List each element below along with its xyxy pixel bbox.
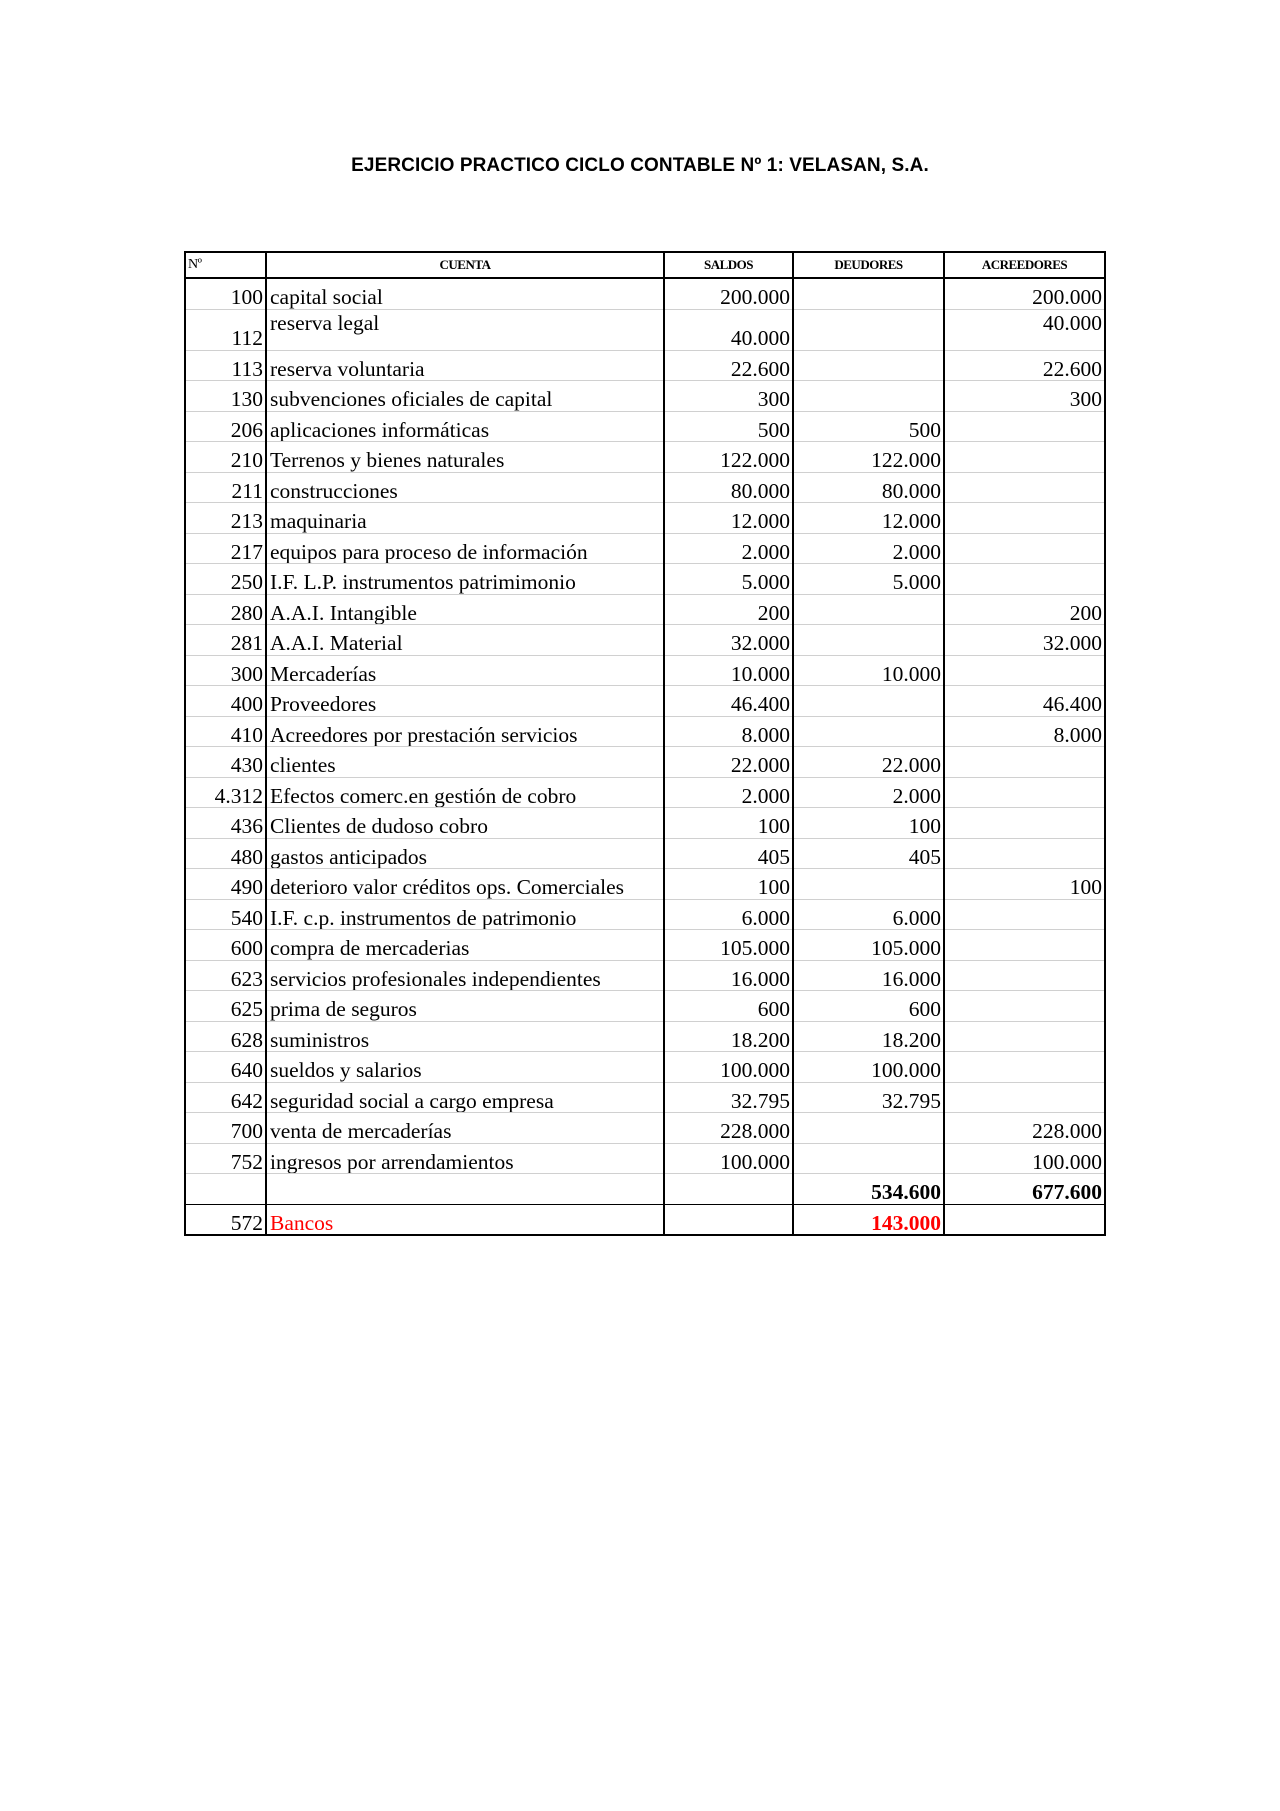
balance-amount: 6.000 [664, 899, 793, 930]
debtor-amount [793, 625, 944, 656]
account-name: compra de mercaderias [266, 930, 664, 961]
balance-amount: 2.000 [664, 533, 793, 564]
debtor-amount: 12.000 [793, 503, 944, 534]
debtor-amount [793, 278, 944, 309]
debtor-amount: 122.000 [793, 442, 944, 473]
debtor-amount: 500 [793, 411, 944, 442]
creditor-amount: 8.000 [944, 716, 1105, 747]
table-row [185, 278, 1105, 309]
balance-amount: 5.000 [664, 564, 793, 595]
account-number: 490 [185, 869, 266, 900]
account-number: 300 [185, 655, 266, 686]
document-title: EJERCICIO PRACTICO CICLO CONTABLE Nº 1: VELASAN, S.A. [351, 155, 929, 176]
debtor-amount: 32.795 [793, 1082, 944, 1113]
creditor-amount [944, 533, 1105, 564]
creditor-amount [944, 472, 1105, 503]
balance-amount: 80.000 [664, 472, 793, 503]
debtor-amount: 6.000 [793, 899, 944, 930]
balance-amount: 22.000 [664, 747, 793, 778]
account-name: A.A.I. Material [266, 625, 664, 656]
account-number: 206 [185, 411, 266, 442]
creditor-amount: 228.000 [944, 1113, 1105, 1144]
debtor-amount [793, 1113, 944, 1144]
totals-number-cell [185, 1174, 266, 1205]
totals-row [185, 1174, 1105, 1205]
creditor-amount [944, 1021, 1105, 1052]
header-account: CUENTA [266, 252, 664, 278]
account-number: 100 [185, 278, 266, 309]
debtor-amount [793, 594, 944, 625]
table-row [185, 309, 1105, 350]
balance-amount: 228.000 [664, 1113, 793, 1144]
account-number: 130 [185, 381, 266, 412]
creditor-amount [944, 564, 1105, 595]
account-name: capital social [266, 278, 664, 309]
creditor-amount [944, 1082, 1105, 1113]
creditor-amount [944, 960, 1105, 991]
account-number: 625 [185, 991, 266, 1022]
creditor-amount: 300 [944, 381, 1105, 412]
account-name: Proveedores [266, 686, 664, 717]
balance-amount: 200 [664, 594, 793, 625]
bank-creditor-cell [944, 1204, 1105, 1235]
table-header-row [185, 252, 1105, 278]
table-row [185, 930, 1105, 961]
account-name: clientes [266, 747, 664, 778]
creditor-amount [944, 411, 1105, 442]
account-number: 250 [185, 564, 266, 595]
creditor-amount [944, 991, 1105, 1022]
creditor-amount [944, 838, 1105, 869]
table-row [185, 533, 1105, 564]
creditor-amount [944, 655, 1105, 686]
table-row [185, 411, 1105, 442]
creditor-amount [944, 808, 1105, 839]
total-creditors: 677.600 [944, 1174, 1105, 1205]
balance-amount: 22.600 [664, 350, 793, 381]
table-row [185, 564, 1105, 595]
account-name: I.F. L.P. instrumentos patrimimonio [266, 564, 664, 595]
debtor-amount: 80.000 [793, 472, 944, 503]
bank-balance-cell [664, 1204, 793, 1235]
account-name: Clientes de dudoso cobro [266, 808, 664, 839]
balance-amount: 32.000 [664, 625, 793, 656]
balance-amount: 100 [664, 808, 793, 839]
table-row [185, 625, 1105, 656]
bank-account-name: Bancos [266, 1204, 664, 1235]
balance-amount: 32.795 [664, 1082, 793, 1113]
table-row [185, 442, 1105, 473]
total-debtors: 534.600 [793, 1174, 944, 1205]
table-row [185, 472, 1105, 503]
balance-amount: 100 [664, 869, 793, 900]
creditor-amount [944, 503, 1105, 534]
balance-amount: 100.000 [664, 1143, 793, 1174]
table-row [185, 869, 1105, 900]
balance-amount: 405 [664, 838, 793, 869]
account-name: deterioro valor créditos ops. Comerciales [266, 869, 664, 900]
debtor-amount [793, 309, 944, 350]
bank-account-number: 572 [185, 1204, 266, 1235]
debtor-amount [793, 869, 944, 900]
account-name: aplicaciones informáticas [266, 411, 664, 442]
account-number: 210 [185, 442, 266, 473]
account-number: 540 [185, 899, 266, 930]
debtor-amount: 100 [793, 808, 944, 839]
account-number: 211 [185, 472, 266, 503]
balance-amount: 200.000 [664, 278, 793, 309]
account-name: equipos para proceso de información [266, 533, 664, 564]
account-number: 410 [185, 716, 266, 747]
account-number: 213 [185, 503, 266, 534]
creditor-amount [944, 777, 1105, 808]
header-number: Nº [185, 252, 266, 278]
creditor-amount: 100.000 [944, 1143, 1105, 1174]
account-name: sueldos y salarios [266, 1052, 664, 1083]
bank-row [185, 1204, 1105, 1235]
account-name: Mercaderías [266, 655, 664, 686]
debtor-amount [793, 716, 944, 747]
totals-account-cell [266, 1174, 664, 1205]
debtor-amount: 5.000 [793, 564, 944, 595]
table-row [185, 1113, 1105, 1144]
table-row [185, 777, 1105, 808]
debtor-amount: 600 [793, 991, 944, 1022]
debtor-amount: 105.000 [793, 930, 944, 961]
table-row [185, 350, 1105, 381]
account-number: 281 [185, 625, 266, 656]
creditor-amount: 200.000 [944, 278, 1105, 309]
account-number: 112 [185, 309, 266, 350]
account-number: 113 [185, 350, 266, 381]
table-row [185, 381, 1105, 412]
creditor-amount: 32.000 [944, 625, 1105, 656]
debtor-amount: 100.000 [793, 1052, 944, 1083]
table-row [185, 1052, 1105, 1083]
balance-amount: 105.000 [664, 930, 793, 961]
header-balances: SALDOS [664, 252, 793, 278]
table-row [185, 1143, 1105, 1174]
creditor-amount [944, 442, 1105, 473]
creditor-amount: 100 [944, 869, 1105, 900]
debtor-amount: 18.200 [793, 1021, 944, 1052]
table-row [185, 1021, 1105, 1052]
creditor-amount: 200 [944, 594, 1105, 625]
balance-amount: 600 [664, 991, 793, 1022]
account-number: 628 [185, 1021, 266, 1052]
creditor-amount [944, 747, 1105, 778]
creditor-amount [944, 1052, 1105, 1083]
table-row [185, 808, 1105, 839]
account-name: A.A.I. Intangible [266, 594, 664, 625]
debtor-amount [793, 686, 944, 717]
account-number: 600 [185, 930, 266, 961]
account-name: Terrenos y bienes naturales [266, 442, 664, 473]
balance-amount: 100.000 [664, 1052, 793, 1083]
trial-balance-table [184, 251, 1106, 1236]
debtor-amount [793, 381, 944, 412]
account-number: 400 [185, 686, 266, 717]
balance-amount: 10.000 [664, 655, 793, 686]
balance-amount: 500 [664, 411, 793, 442]
account-name: venta de mercaderías [266, 1113, 664, 1144]
creditor-amount [944, 930, 1105, 961]
debtor-amount [793, 350, 944, 381]
account-number: 217 [185, 533, 266, 564]
balance-amount: 122.000 [664, 442, 793, 473]
account-number: 752 [185, 1143, 266, 1174]
account-number: 480 [185, 838, 266, 869]
table-row [185, 655, 1105, 686]
balance-amount: 40.000 [664, 309, 793, 350]
account-name: ingresos por arrendamientos [266, 1143, 664, 1174]
balance-amount: 12.000 [664, 503, 793, 534]
account-name: I.F. c.p. instrumentos de patrimonio [266, 899, 664, 930]
header-debtors: DEUDORES [793, 252, 944, 278]
table-row [185, 503, 1105, 534]
debtor-amount: 22.000 [793, 747, 944, 778]
debtor-amount: 2.000 [793, 533, 944, 564]
debtor-amount: 2.000 [793, 777, 944, 808]
debtor-amount: 405 [793, 838, 944, 869]
creditor-amount [944, 899, 1105, 930]
account-number: 280 [185, 594, 266, 625]
table-row [185, 1082, 1105, 1113]
creditor-amount: 22.600 [944, 350, 1105, 381]
table-row [185, 716, 1105, 747]
account-number: 642 [185, 1082, 266, 1113]
balance-amount: 300 [664, 381, 793, 412]
account-name: Efectos comerc.en gestión de cobro [266, 777, 664, 808]
balance-amount: 2.000 [664, 777, 793, 808]
account-number: 430 [185, 747, 266, 778]
table-row [185, 960, 1105, 991]
table-row [185, 594, 1105, 625]
account-name: suministros [266, 1021, 664, 1052]
balance-amount: 8.000 [664, 716, 793, 747]
debtor-amount [793, 1143, 944, 1174]
account-name: prima de seguros [266, 991, 664, 1022]
account-name: reserva voluntaria [266, 350, 664, 381]
balance-amount: 16.000 [664, 960, 793, 991]
account-name: servicios profesionales independientes [266, 960, 664, 991]
account-name: Acreedores por prestación servicios [266, 716, 664, 747]
balance-amount: 46.400 [664, 686, 793, 717]
debtor-amount: 16.000 [793, 960, 944, 991]
table-row [185, 991, 1105, 1022]
account-number: 700 [185, 1113, 266, 1144]
header-creditors: ACREEDORES [944, 252, 1105, 278]
table-row [185, 686, 1105, 717]
account-name: gastos anticipados [266, 838, 664, 869]
table-row [185, 899, 1105, 930]
bank-debtor-amount: 143.000 [793, 1204, 944, 1235]
table-row [185, 747, 1105, 778]
balance-amount: 18.200 [664, 1021, 793, 1052]
account-name: construcciones [266, 472, 664, 503]
totals-balance-cell [664, 1174, 793, 1205]
creditor-amount: 46.400 [944, 686, 1105, 717]
account-name: subvenciones oficiales de capital [266, 381, 664, 412]
account-number: 4.312 [185, 777, 266, 808]
account-number: 623 [185, 960, 266, 991]
creditor-amount: 40.000 [944, 309, 1105, 350]
account-name: seguridad social a cargo empresa [266, 1082, 664, 1113]
table-row [185, 838, 1105, 869]
debtor-amount: 10.000 [793, 655, 944, 686]
account-name: reserva legal [266, 309, 664, 350]
account-number: 640 [185, 1052, 266, 1083]
account-number: 436 [185, 808, 266, 839]
account-name: maquinaria [266, 503, 664, 534]
